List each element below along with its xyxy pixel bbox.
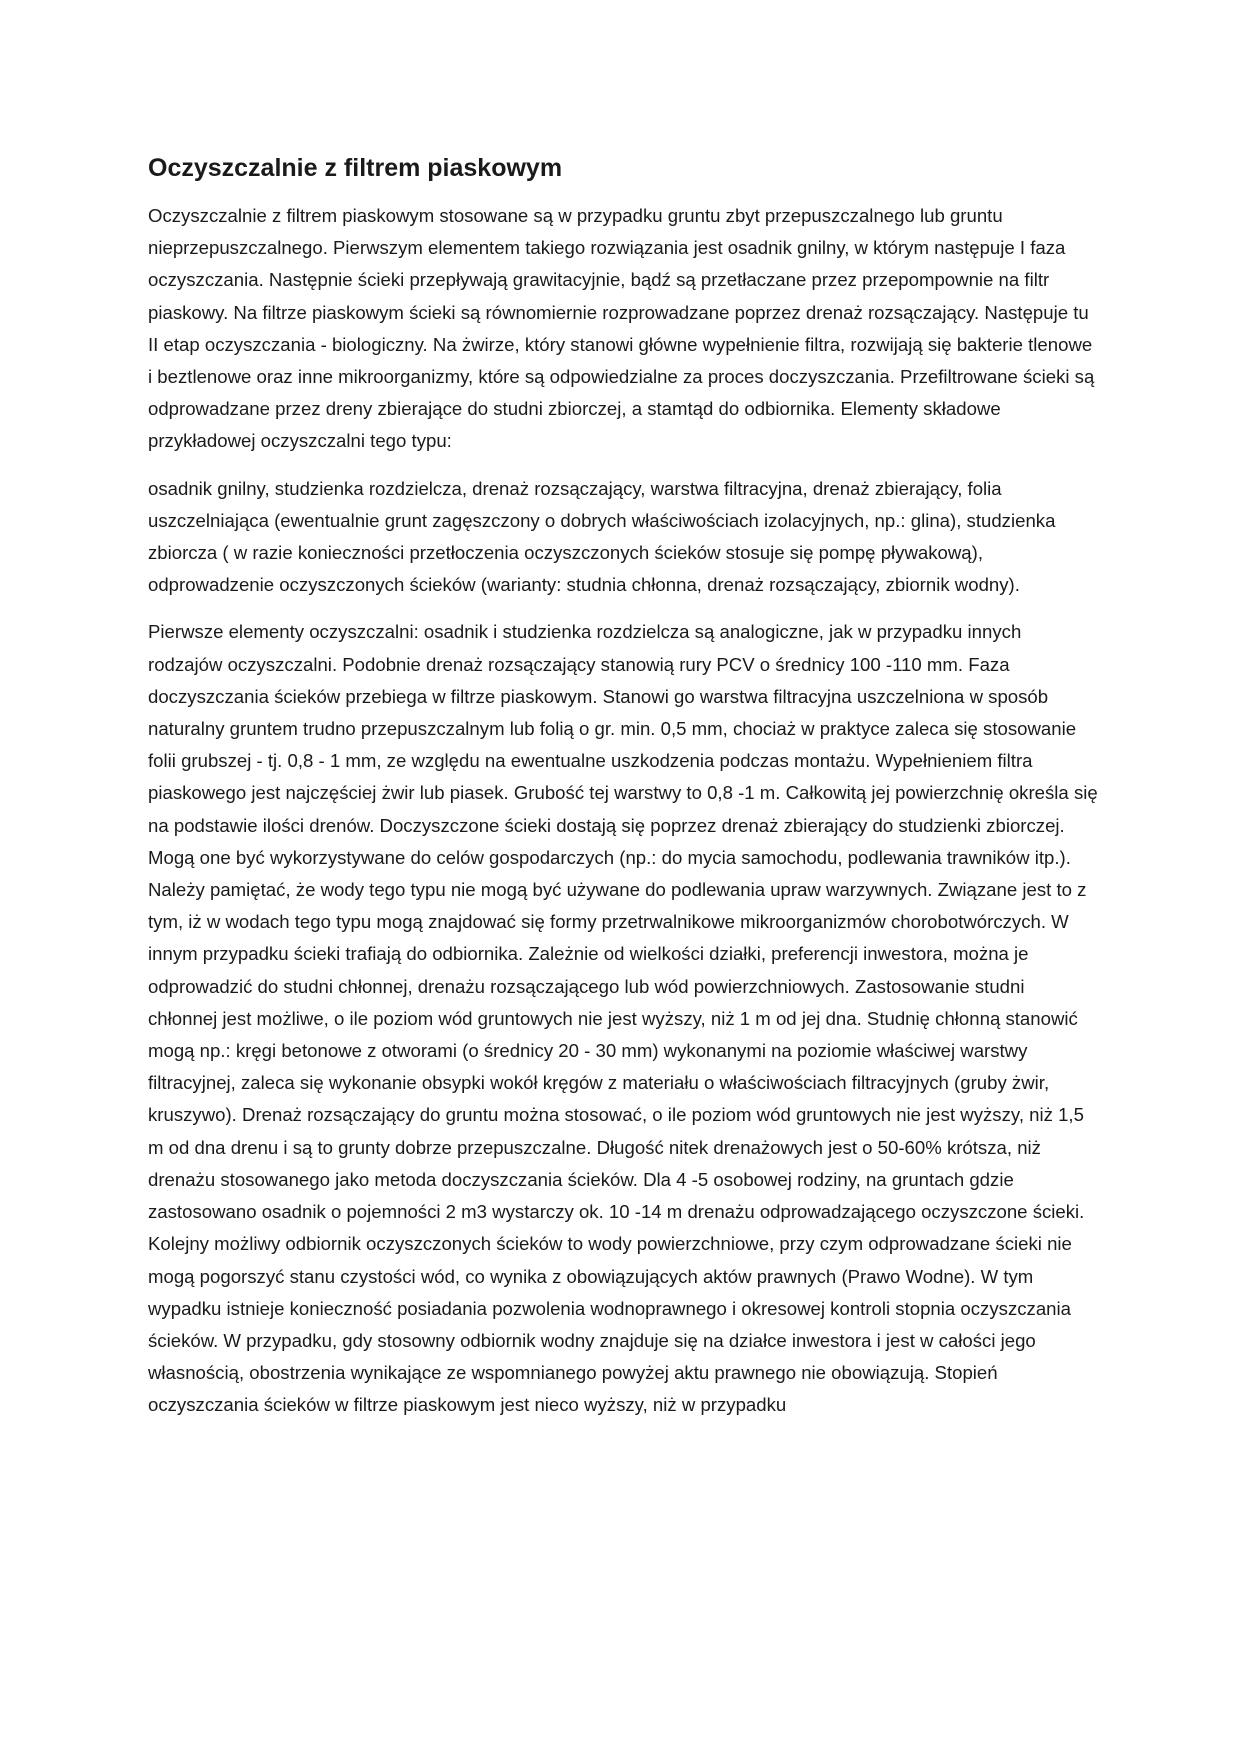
- paragraph-details: Pierwsze elementy oczyszczalni: osadnik i studzienka rozdzielcza są analogiczne, jak w przypadku innych rodzajów oczyszczalni. Podobnie drenaż rozsączający stanowią rury PCV o średnicy 100 -110 mm. Faza doczyszczania ścieków przebiega w filtrze piaskowym. Stanowi go warstwa filtracyjna uszczelniona w sposób naturalny gruntem trudno przepuszczalnym lub folią o gr. min. 0,5 mm, chociaż w praktyce zaleca się stosowanie folii grubszej - tj. 0,8 - 1 mm, ze względu na ewentualne uszkodzenia podczas montażu. Wypełnieniem filtra piaskowego jest najczęściej żwir lub piasek. Grubość tej warstwy to 0,8 -1 m. Całkowitą jej powierzchnię określa się na podstawie ilości drenów. Doczyszczone ścieki dostają się poprzez drenaż zbierający do studzienki zbiorczej. Mogą one być wykorzystywane do celów gospodarczych (np.: do mycia samochodu, podlewania trawników itp.). Należy pamiętać, że wody tego typu nie mogą być używane do podlewania upraw warzywnych. Związane jest to z tym, iż w wodach tego typu mogą znajdować się formy przetrwalnikowe mikroorganizmów chorobotwórczych. W innym przypadku ścieki trafiają do odbiornika. Zależnie od wielkości działki, preferencji inwestora, można je odprowadzić do studni chłonnej, drenażu rozsączającego lub wód powierzchniowych. Zastosowanie studni chłonnej jest możliwe, o ile poziom wód gruntowych nie jest wyższy, niż 1 m od jej dna. Studnię chłonną stanowić mogą np.: kręgi betonowe z otworami (o średnicy 20 - 30 mm) wykonanymi na poziomie właściwej warstwy filtracyjnej, zaleca się wykonanie obsypki wokół kręgów z materiału o właściwościach filtracyjnych (gruby żwir, kruszywo). Drenaż rozsączający do gruntu można stosować, o ile poziom wód gruntowych nie jest wyższy, niż 1,5 m od dna drenu i są to grunty dobrze przepuszczalne. Długość nitek drenażowych jest o 50-60% krótsza, niż drenażu stosowanego jako metoda doczyszczania ścieków. Dla 4 -5 osobowej rodziny, na gruntach gdzie zastosowano osadnik o pojemności 2 m3 wystarczy ok. 10 -14 m drenażu odprowadzającego oczyszczone ścieki. Kolejny możliwy odbiornik oczyszczonych ścieków to wody powierzchniowe, przy czym odprowadzane ścieki nie mogą pogorszyć stanu czystości wód, co wynika z obowiązujących aktów prawnych (Prawo Wodne). W tym wypadku istnieje konieczność posiadania pozwolenia wodnoprawnego i okresowej kontroli stopnia oczyszczania ścieków. W przypadku, gdy stosowny odbiornik wodny znajduje się na działce inwestora i jest w całości jego własnością, obostrzenia wynikające ze wspomnianego powyżej aktu prawnego nie obowiązują. Stopień oczyszczania ścieków w filtrze piaskowym jest nieco wyższy, niż w przypadku: [148, 621, 1098, 1416]
- document-body: [148, 150, 1098, 1437]
- paragraph-components-list: osadnik gnilny, studzienka rozdzielcza, drenaż rozsączający, warstwa filtracyjna, drenaż zbierający, folia uszczelniająca (ewentualnie grunt zagęszczony o dobrych właściwościach izolacyjnych, np.: glina), studzienka zbiorcza ( w razie konieczności przetłoczenia oczyszczonych ścieków stosuje się pompę pływakową), odprowadzenie oczyszczonych ścieków (warianty: studnia chłonna, drenaż rozsączający, zbiornik wodny).: [148, 477, 1056, 596]
- page-title: Oczyszczalnie z filtrem piaskowym: [148, 154, 563, 182]
- paragraph-intro: Oczyszczalnie z filtrem piaskowym stosowane są w przypadku gruntu zbyt przepuszczalnego lub gruntu nieprzepuszczalnego. Pierwszym elementem takiego rozwiązania jest osadnik gnilny, w którym następuje I faza oczyszczania. Następnie ścieki przepływają grawitacyjnie, bądź są przetłaczane przez przepompownie na filtr piaskowy. Na filtrze piaskowym ścieki są równomiernie rozprowadzane poprzez drenaż rozsączający. Następuje tu II etap oczyszczania - biologiczny. Na żwirze, który stanowi główne wypełnienie filtra, rozwijają się bakterie tlenowe i beztlenowe oraz inne mikroorganizmy, które są odpowiedzialne za proces doczyszczania. Przefiltrowane ścieki są odprowadzane przez dreny zbierające do studni zbiorczej, a stamtąd do odbiornika. Elementy składowe przykładowej oczyszczalni tego typu:: [148, 205, 1095, 452]
